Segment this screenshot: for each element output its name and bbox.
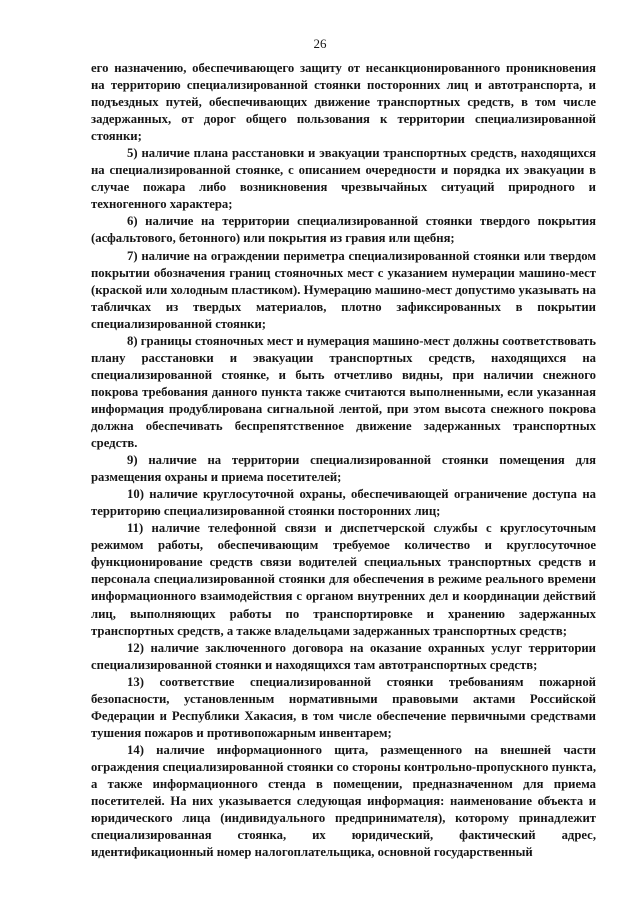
paragraph-item-10: 10) наличие круглосуточной охраны, обеспечивающей ограничение доступа на территорию специализированной стоянки посторонних лиц;: [91, 487, 596, 519]
page-number: 26: [313, 36, 327, 51]
paragraph-item-14: 14) наличие информационного щита, размещенного на внешней части ограждения специализированной стоянки со стороны контрольно-пропускного пункта, а также информационного стенда в помещении, предназначенном для приема посетителей. На них указывается следующая информация: наименование объекта и юридического лица (индивидуального предпринимателя), которому принадлежит специализированная стоянка, их юридический, фактический адрес, идентификационный номер налогоплательщика, основной государственный: [91, 742, 596, 860]
paragraph-item-12: 12) наличие заключенного договора на оказание охранных услуг территории специализированной стоянки и находящихся там автотранспортных средств;: [91, 640, 596, 672]
paragraph-item-11: 11) наличие телефонной связи и диспетчерской службы с круглосуточным режимом работы, обеспечивающим требуемое количество и круглосуточное функционирование средств связи водителей специальных транспортных средств и персонала специализированной стоянки для обеспечения в режиме реального времени информационного взаимодействия с органом внутренних дел и координации действий лиц, выполняющих работы по транспортировке и хранению задержанных транспортных средств, а также владельцами задержанных транспортных средств;: [91, 521, 596, 638]
paragraph-item-13: 13) соответствие специализированной стоянки требованиям пожарной безопасности, установленным нормативными правовыми актами Российской Федерации и Республики Хакасия, в том числе обеспечение первичными средствами тушения пожаров и противопожарным инвентарем;: [91, 674, 596, 740]
paragraph-item-7: 7) наличие на ограждении периметра специализированной стоянки или твердом покрытии обозначения границ стояночных мест с указанием нумерации машино-мест (краской или холодным пластиком). Нумерацию машино-мест допустимо указывать на табличках из твердых материалов, плотно зафиксированных в покрытии специализированной стоянки;: [91, 248, 596, 331]
paragraph-continuation: его назначению, обеспечивающего защиту от несанкционированного проникновения на территорию специализированной стоянки посторонних лиц и автотранспорта, и подъездных путей, обеспечивающих движение транспортных средств, в том числе задержанных, от дорог общего пользования к территории специализированной стоянки;: [91, 61, 596, 144]
paragraph-item-5: 5) наличие плана расстановки и эвакуации транспортных средств, находящихся на специализированной стоянке, с описанием очередности и порядка их эвакуации в случае пожара либо возникновения чрезвычайных ситуаций природного и техногенного характера;: [91, 146, 596, 212]
paragraph-item-6: 6) наличие на территории специализированной стоянки твердого покрытия (асфальтового, бетонного) или покрытия из гравия или щебня;: [91, 214, 596, 246]
document-body: [91, 60, 596, 861]
paragraph-item-8: 8) границы стояночных мест и нумерация машино-мест должны соответствовать плану расстановки и эвакуации транспортных средств, находящихся на специализированной стоянке, и быть отчетливо видны, при наличии снежного покрова требования данного пункта также считаются выполненными, если указанная информация продублирована сигнальной лентой, при этом высота снежного покрова должна обеспечивать беспрепятственное движение задержанных транспортных средств.: [91, 333, 596, 451]
paragraph-item-9: 9) наличие на территории специализированной стоянки помещения для размещения охраны и приема посетителей;: [91, 453, 596, 485]
